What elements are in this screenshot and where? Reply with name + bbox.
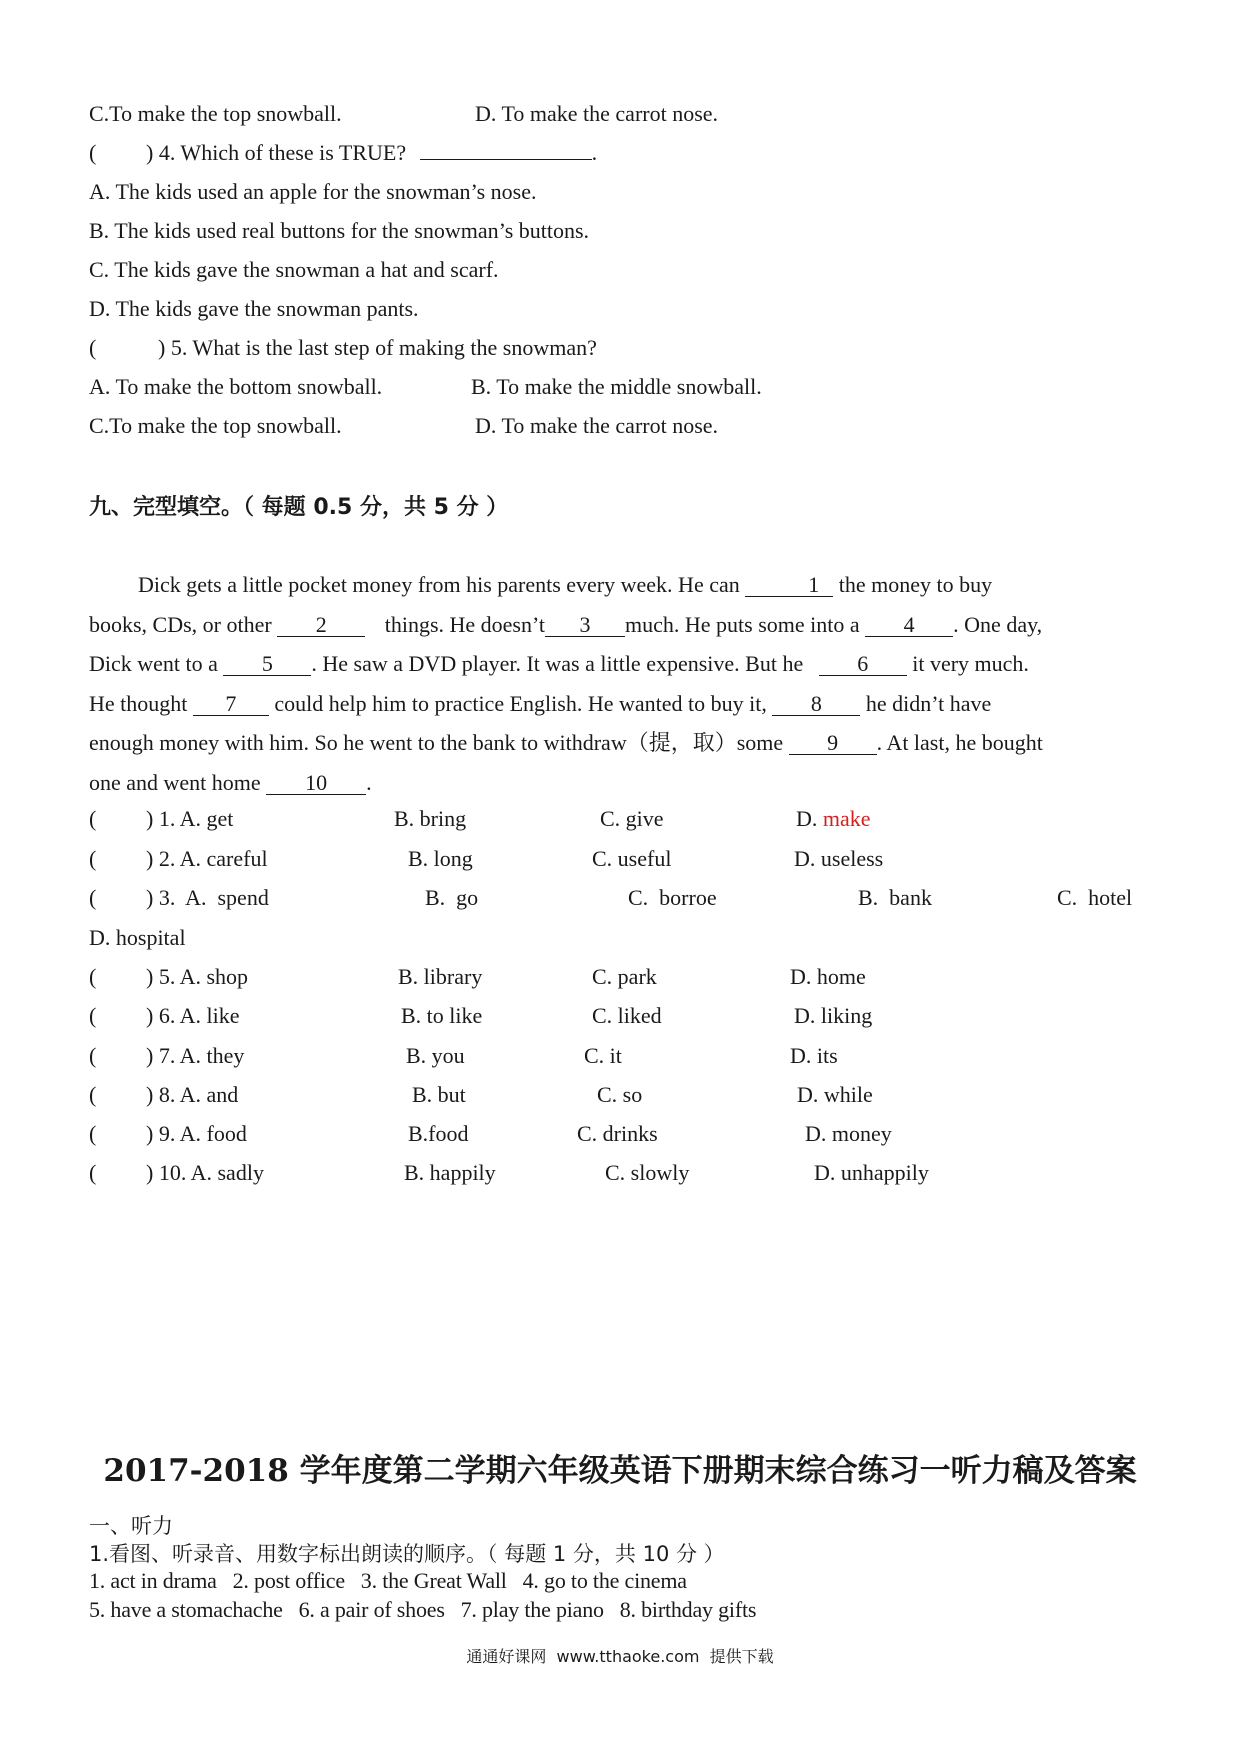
q5-option-d: D. To make the carrot nose.: [475, 413, 719, 438]
footer-source: 通通好课网 www.tthaoke.com 提供下载: [466, 1647, 774, 1666]
paren[interactable]: (: [89, 1121, 97, 1146]
cloze-blank-2[interactable]: 2: [277, 614, 365, 637]
option-a: ) 6. A. like: [146, 1003, 240, 1028]
option-d: D. its: [790, 1043, 838, 1068]
q5-paren: (: [89, 335, 97, 360]
paren[interactable]: (: [89, 885, 97, 910]
option-a: ) 1. A. get: [146, 806, 234, 831]
q4-question-text: ) 4. Which of these is TRUE?: [146, 140, 407, 165]
cloze-blank-7[interactable]: 7: [193, 693, 269, 716]
option-d: D. money: [805, 1121, 892, 1146]
answer-highlight: make: [822, 806, 871, 831]
cloze-blank-4[interactable]: 4: [865, 614, 953, 637]
option-a: ) 10. A. sadly: [146, 1160, 264, 1185]
cloze-passage: [89, 565, 1151, 802]
q4-option-b: B. The kids used real buttons for the snowman’s buttons.: [89, 218, 590, 243]
option-c: C. borroe: [628, 885, 717, 910]
option-c: C. give: [600, 806, 664, 831]
paren[interactable]: (: [89, 1082, 97, 1107]
option-a: ) 5. A. shop: [146, 964, 249, 989]
option-c: C. liked: [592, 1003, 662, 1028]
option-a: ) 7. A. they: [146, 1043, 245, 1068]
q4-end: .: [591, 140, 598, 165]
cloze-line-4: He thought 7 could help him to practice English. He wanted to buy it, 8 he didn’t have: [89, 690, 992, 716]
option-a: ) 9. A. food: [146, 1121, 247, 1146]
cloze-blank-3[interactable]: 3: [545, 614, 625, 637]
cloze-blank-6[interactable]: 6: [819, 653, 907, 676]
option-d: D. make: [796, 806, 871, 831]
paren[interactable]: (: [89, 1160, 97, 1185]
option-b: B. happily: [404, 1160, 496, 1185]
cloze-blank-8[interactable]: 8: [772, 693, 860, 716]
q3-option-d: D. To make the carrot nose.: [475, 101, 719, 126]
answer-key-line-2: 5. have a stomachache 6. a pair of shoes 7. play the piano 8. birthday gifts: [89, 1597, 757, 1622]
option-b: B. but: [412, 1082, 466, 1107]
paren[interactable]: (: [89, 1043, 97, 1068]
option-wrap: D. hospital: [89, 925, 186, 950]
option-b: B. you: [406, 1043, 465, 1068]
option-d: D. while: [797, 1082, 873, 1107]
cloze-line-2: books, CDs, or other 2 things. He doesn’t 3 much. He puts some into a 4 . One day,: [89, 611, 1043, 637]
option-a: ) 3. A. spend: [146, 885, 269, 910]
cloze-line-3: Dick went to a 5 . He saw a DVD player. It was a little expensive. But he 6 it very much.: [89, 651, 1029, 676]
option-d: D. home: [790, 964, 866, 989]
option-b: B. go: [425, 885, 479, 910]
q4-option-d: D. The kids gave the snowman pants.: [89, 296, 419, 321]
cloze-blank-1[interactable]: 1: [745, 574, 833, 597]
option-d: D. useless: [794, 846, 884, 871]
option-c: C. so: [597, 1082, 643, 1107]
option-b: B. to like: [401, 1003, 483, 1028]
answer-key-line-1: 1. act in drama 2. post office 3. the Great Wall 4. go to the cinema: [89, 1568, 687, 1593]
cloze-line-6: one and went home 10 .: [89, 769, 372, 795]
option-d: B. bank: [858, 885, 932, 910]
option-d: D. unhappily: [814, 1160, 929, 1185]
q5-option-a: A. To make the bottom snowball.: [89, 374, 383, 399]
paren[interactable]: (: [89, 806, 97, 831]
option-c: C. useful: [592, 846, 672, 871]
option-b: B. long: [408, 846, 473, 871]
q4-paren: (: [89, 140, 97, 165]
paren[interactable]: (: [89, 964, 97, 989]
q3-option-c: C.To make the top snowball.: [89, 101, 342, 126]
option-a: ) 8. A. and: [146, 1082, 239, 1107]
q4-question: [146, 139, 597, 167]
option-b: B.food: [408, 1121, 469, 1146]
cloze-blank-9[interactable]: 9: [789, 732, 877, 755]
q5-option-c: C.To make the top snowball.: [89, 413, 342, 438]
q5-option-b: B. To make the middle snowball.: [471, 374, 762, 399]
option-d: D. liking: [794, 1003, 873, 1028]
option-b: B. bring: [394, 806, 467, 831]
option-a: ) 2. A. careful: [146, 846, 268, 871]
q5-question: ) 5. What is the last step of making the snowman?: [158, 335, 597, 360]
option-b: B. library: [398, 964, 483, 989]
q4-answer-blank[interactable]: [420, 159, 592, 160]
option-c: C. drinks: [577, 1121, 658, 1146]
option-c: C. slowly: [605, 1160, 690, 1185]
answer-key-section: 一、听力: [89, 1514, 173, 1538]
q4-option-c: C. The kids gave the snowman a hat and scarf.: [89, 257, 499, 282]
answer-key-instruction: 1.看图、听录音、用数字标出朗读的顺序。（ 每题 1 分，共 10 分 ）: [89, 1542, 725, 1566]
cloze-heading: 九、完型填空。（ 每题 0.5 分，共 5 分 ）: [89, 495, 509, 520]
option-c: C. it: [584, 1043, 622, 1068]
cloze-blank-5[interactable]: 5: [223, 653, 311, 676]
paren[interactable]: (: [89, 846, 97, 871]
cloze-line-5: enough money with him. So he went to the bank to withdraw（提，取）some 9 . At last, he bought: [89, 730, 1043, 755]
paren[interactable]: (: [89, 1003, 97, 1028]
option-e: C. hotel: [1057, 885, 1133, 910]
answer-key-title: 2017-2018 学年度第二学期六年级英语下册期末综合练习一听力稿及答案: [103, 1453, 1137, 1489]
cloze-line-1: Dick gets a little pocket money from his parents every week. He can 1 the money to buy: [138, 572, 993, 597]
cloze-blank-10[interactable]: 10: [266, 772, 366, 795]
option-c: C. park: [592, 964, 657, 989]
q4-option-a: A. The kids used an apple for the snowman’s nose.: [89, 179, 537, 204]
